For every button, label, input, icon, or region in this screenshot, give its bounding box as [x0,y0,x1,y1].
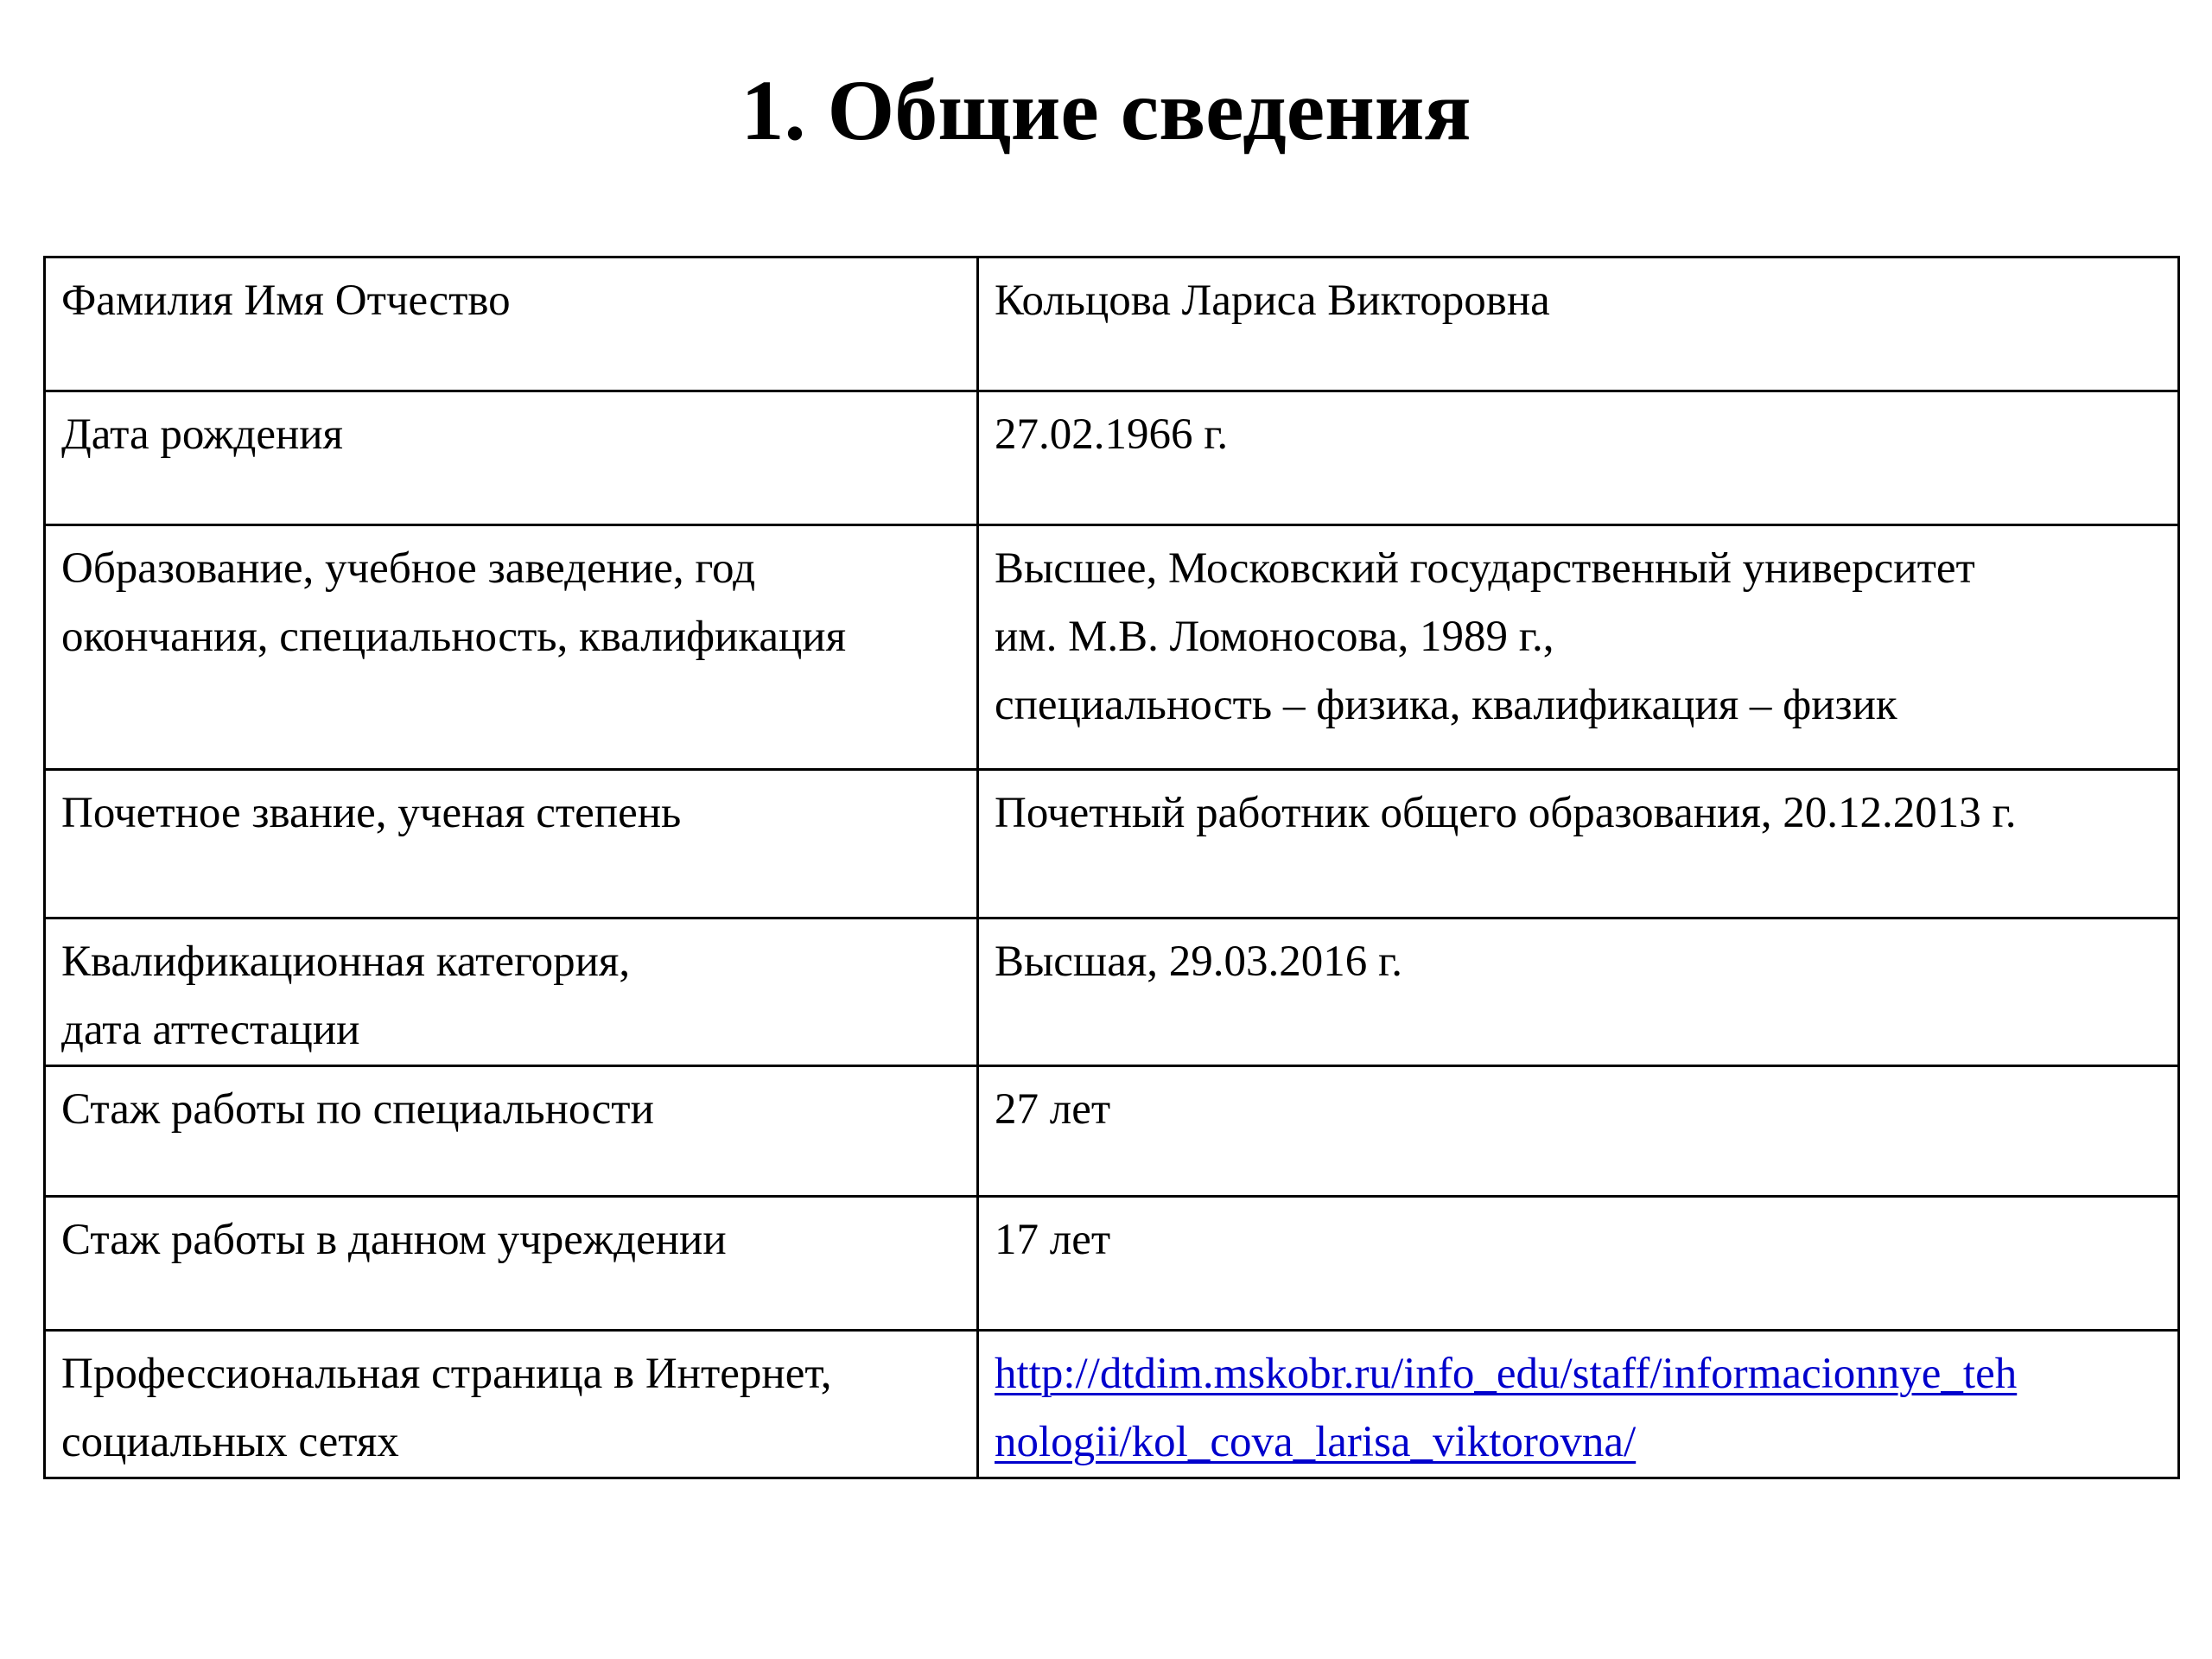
label-text: Дата рождения [61,410,343,459]
label-text: окончания, специальность, квалификация [61,613,847,661]
label-text: дата аттестации [61,1006,360,1054]
value-cell [978,525,2179,770]
info-table [43,256,2180,1479]
table-row-institution-experience [45,1197,2179,1331]
label-cell [45,770,978,918]
value-text: специальность – физика, квалификация – физик [995,681,1897,729]
label-cell [45,1066,978,1197]
table-row-honorary-title [45,770,2179,918]
label-text: Фамилия Имя Отчество [61,276,511,325]
profile-page-link[interactable] [995,1340,2162,1477]
value-text: 27.02.1966 г. [995,410,1229,459]
value-cell [978,391,2179,525]
value-text: Почетный работник общего образования, 20.12.2013 г. [995,789,2017,837]
label-text: Почетное звание, ученая степень [61,789,682,837]
label-cell [45,918,978,1066]
label-text: Стаж работы в данном учреждении [61,1216,727,1264]
value-text: им. М.В. Ломоносова, 1989 г., [995,613,1554,661]
table-row-specialty-experience [45,1066,2179,1197]
label-cell [45,257,978,391]
table-row-internet-page [45,1331,2179,1478]
value-text: Высшая, 29.03.2016 г. [995,938,1402,986]
value-text: Высшее, Московский государственный университет [995,544,1975,593]
value-text: 27 лет [995,1085,1111,1134]
value-cell [978,770,2179,918]
page-title: 1. Общие сведения [741,62,1471,158]
label-text: Стаж работы по специальности [61,1085,654,1134]
link-text[interactable]: http://dtdim.mskobr.ru/info_edu/staff/informacionnye_teh [995,1350,2018,1398]
label-text: социальных сетях [61,1418,399,1466]
value-cell [978,1066,2179,1197]
link-text[interactable]: nologii/kol_cova_larisa_viktorovna/ [995,1418,1637,1466]
table-row-qualification-category [45,918,2179,1066]
value-cell [978,918,2179,1066]
label-cell [45,1331,978,1478]
table-row-full-name [45,257,2179,391]
label-cell [45,391,978,525]
label-cell [45,525,978,770]
value-text: 17 лет [995,1216,1111,1264]
label-text: Профессиональная страница в Интернет, [61,1350,832,1398]
value-cell [978,1197,2179,1331]
label-cell [45,1197,978,1331]
label-text: Квалификационная категория, [61,938,631,986]
table-row-education [45,525,2179,770]
table-row-birth-date [45,391,2179,525]
value-text: Кольцова Лариса Викторовна [995,276,1550,325]
value-cell [978,257,2179,391]
label-text: Образование, учебное заведение, год [61,544,756,593]
value-cell [978,1331,2179,1478]
